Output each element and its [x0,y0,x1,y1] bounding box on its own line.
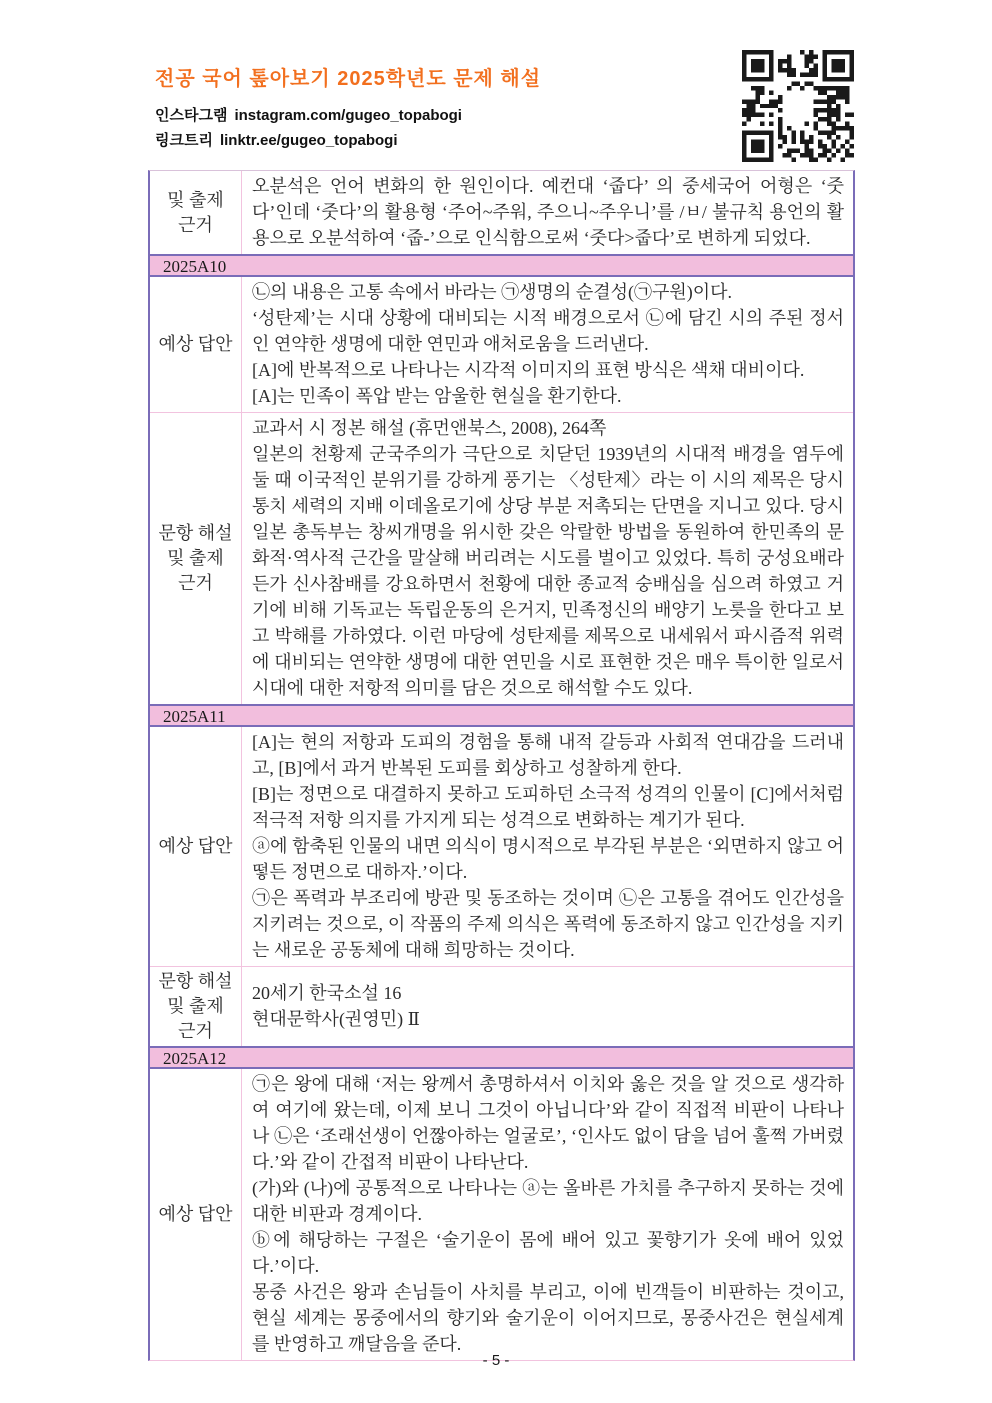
table-row [150,966,853,1046]
linktree-link[interactable]: linktr.ee/gugeo_topabogi [219,132,398,149]
table-row [150,727,853,966]
row-label-line: 및 출제 [167,996,224,1016]
page-number: - 5 - [482,1352,510,1369]
answer-paragraph: ⓑ에 해당하는 구절은 ‘술기운이 몸에 배어 있고 꽃향기가 옷에 배어 있었다.’이다. [252,1230,844,1276]
answer-table [148,170,855,1361]
row-content [242,171,853,254]
answer-paragraph: ㉡의 내용은 고통 속에서 바라는 ㉠생명의 순결성(㉠구원)이다. [252,282,733,302]
section-row-2025A10: 2025A10 [150,254,853,277]
row-label-line: 근거 [178,214,213,235]
answer-paragraph: 오분석은 언어 변화의 한 원인이다. 예컨대 ‘줍다’ 의 중세국어 어형은 ‘줏다’인데 ‘줏다’의 활용형 ‘주어~주워, 주으니~주우니’를 /ㅂ/ 불규칙 용언의 활용으로 오분석하여 ‘줍-’으로 인식함으로써 ‘줏다>줍다’로 변하게 되었다. [252,176,844,248]
qr-code-icon [742,50,854,162]
instagram-link[interactable]: instagram.com/gugeo_topabogi [234,107,462,124]
row-label-line: 근거 [178,1021,213,1041]
table-row [150,1069,853,1360]
row-content [242,413,853,704]
row-content [242,967,853,1046]
answer-paragraph: [A]에 반복적으로 나타나는 시각적 이미지의 표현 방식은 색채 대비이다. [252,360,805,380]
row-label [150,171,242,254]
row-content [242,727,853,966]
row-content [242,277,853,412]
instagram-label: 인스타그램 [155,107,228,124]
table-row [150,277,853,412]
answer-paragraph: [B]는 정면으로 대결하지 못하고 도피하던 소극적 성격의 인물이 [C]에서처럼 적극적 저항 의지를 가지게 되는 성격으로 변화하는 계기가 된다. [252,784,844,830]
row-label-line: 예상 답안 [158,334,233,354]
answer-paragraph: ‘성탄제’는 시대 상황에 대비되는 시적 배경으로서 ㉡에 담긴 시의 주된 정서인 연약한 생명에 대한 연민과 애처로움을 드러낸다. [252,308,844,354]
row-label-line: 문항 해설 [158,971,233,991]
row-content [242,1069,853,1360]
answer-paragraph: ⓐ에 함축된 인물의 내면 의식이 명시적으로 부각된 부분은 ‘외면하지 않고 어떻든 정면으로 대하자.’이다. [252,836,844,882]
answer-paragraph: ㉠은 폭력과 부조리에 방관 및 동조하는 것이며 ㉡은 고통을 겪어도 인간성을 지키려는 것으로, 이 작품의 주제 의식은 폭력에 동조하지 않고 인간성을 지키는 새로운 공동체에 대해 희망하는 것이다. [252,888,844,960]
instagram-row [155,104,462,125]
row-label-line: 및 출제 [167,189,224,210]
linktree-row [155,129,398,150]
row-label [150,413,242,704]
row-label [150,277,242,412]
answer-paragraph: (가)와 (나)에 공통적으로 나타나는 ⓐ는 올바른 가치를 추구하지 못하는 것에 대한 비판과 경계이다. [252,1178,844,1224]
answer-paragraph: [A]는 현의 저항과 도피의 경험을 통해 내적 갈등과 사회적 연대감을 드러내고, [B]에서 과거 반복된 도피를 회상하고 성찰하게 한다. [252,732,844,778]
page-title: 전공 국어 톺아보기 2025학년도 문제 해설 [155,68,542,90]
row-label-line: 예상 답안 [158,836,233,856]
row-label-line: 문항 해설 [158,523,233,543]
table-row [150,171,853,254]
section-row-2025A11: 2025A11 [150,704,853,727]
row-label [150,727,242,966]
source-paragraph: 교과서 시 정본 해설 (휴먼앤북스, 2008), 264쪽 [252,418,607,438]
explanation-paragraph: 일본의 천황제 군국주의가 극단으로 치닫던 1939년의 시대적 배경을 염두에 둘 때 이국적인 분위기를 강하게 풍기는 〈성탄제〉라는 이 시의 제목은 당시 통치 세력의 지배 이데올로기에 상당 부분 저촉되는 단면을 지니고 있다. 당시 일본 총독부는 창씨개명을 위시한 갖은 악랄한 방법을 동원하여 한민족의 문화적·역사적 근간을 말살해 버리려는 시도를 벌이고 있었다. 특히 궁성요배라든가 신사참배를 강요하면서 천황에 대한 종교적 숭배심을 심으려 하였고 거기에 비해 기독교는 독립운동의 은거지, 민족정신의 배양기 노릇을 한다고 보고 박해를 가하였다. 이런 마당에 성탄제를 제목으로 내세워서 파시즘적 위력에 대비되는 연약한 생명에 대한 연민을 시로 표현한 것은 매우 특이한 일로서 시대에 대한 저항적 의미를 담은 것으로 해석할 수도 있다. [252,444,844,698]
row-label-line: 및 출제 [167,548,224,568]
row-label-line: 근거 [178,573,213,593]
row-label [150,1069,242,1360]
row-label-line: 예상 답안 [158,1204,233,1224]
section-row-2025A12: 2025A12 [150,1046,853,1069]
answer-paragraph: ㉠은 왕에 대해 ‘저는 왕께서 총명하셔서 이치와 옳은 것을 알 것으로 생각하여 여기에 왔는데, 이제 보니 그것이 아닙니다’와 같이 직접적 비판이 나타나나 ㉡은 ‘조래선생이 언짢아하는 얼굴로’, ‘인사도 없이 담을 넘어 훌쩍 가버렸다.’와 같이 간접적 비판이 나타난다. [252,1074,844,1172]
source-paragraph: 현대문학사(권영민) Ⅱ [252,1009,420,1029]
linktree-label: 링크트리 [155,132,213,149]
row-label [150,967,242,1046]
table-row [150,412,853,704]
answer-paragraph: 몽중 사건은 왕과 손님들이 사치를 부리고, 이에 빈객들이 비판하는 것이고, 현실 세계는 몽중에서의 향기와 술기운이 이어지므로, 몽중사건은 현실세계를 반영하고 깨달음을 준다. [252,1282,844,1354]
answer-paragraph: [A]는 민족이 폭압 받는 암울한 현실을 환기한다. [252,386,622,406]
source-paragraph: 20세기 한국소설 16 [252,983,402,1003]
